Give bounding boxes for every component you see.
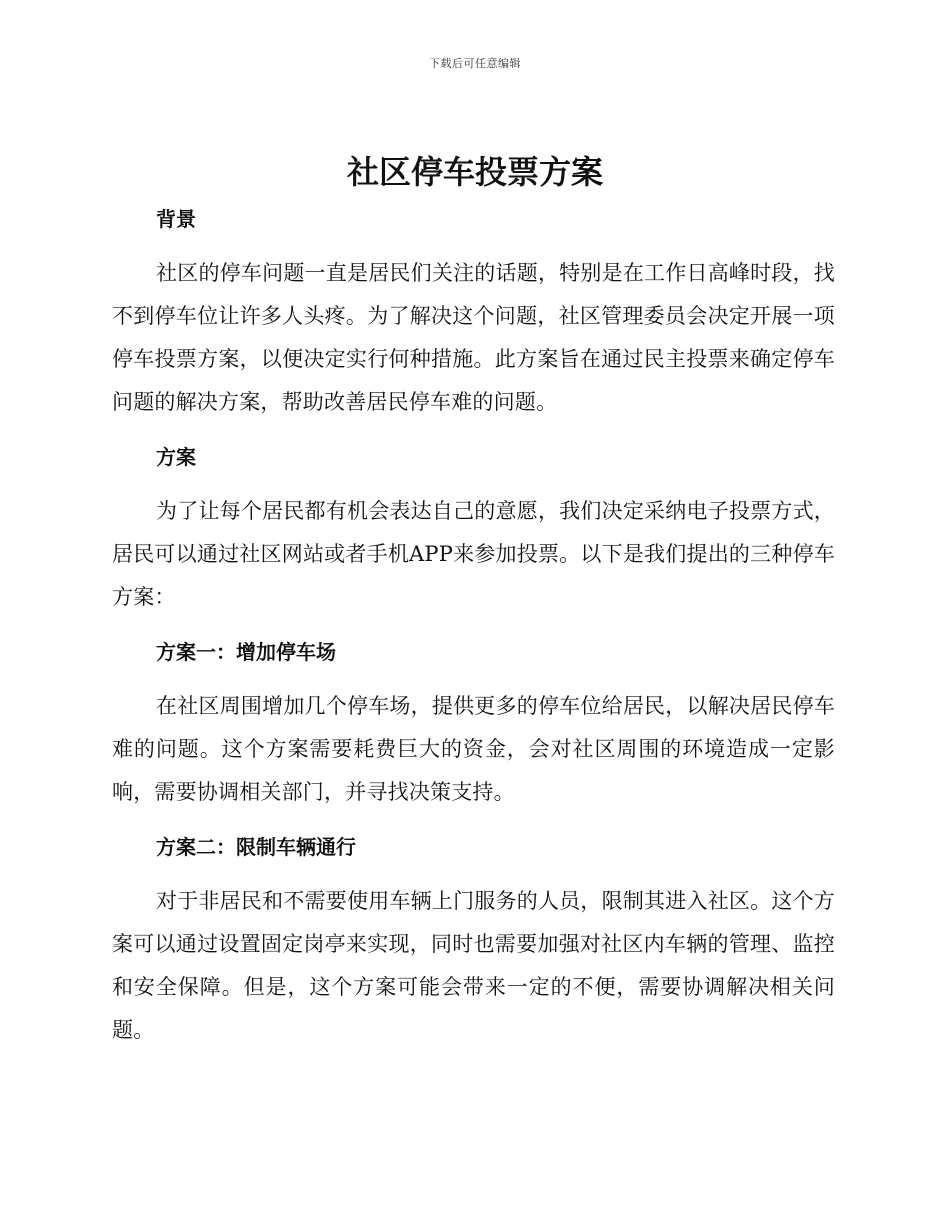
header-note: 下载后可任意编辑 <box>429 57 521 70</box>
section-heading: 背景 <box>156 207 196 231</box>
section-paragraph: 社区的停车问题一直是居民们关注的话题，特别是在工作日高峰时段，找不到停车位让许多人头疼。为了解决这个问题，社区管理委员会决定开展一项停车投票方案，以便决定实行何种措施。此方案旨在通过民主投票来确定停车问题的解决方案，帮助改善居民停车难的问题。 <box>112 261 835 414</box>
section-paragraph: 对于非居民和不需要使用车辆上门服务的人员，限制其进入社区。这个方案可以通过设置固定岗亭来实现，同时也需要加强对社区内车辆的管理、监控和安全保障。但是，这个方案可能会带来一定的不便，需要协调解决相关问题。 <box>112 889 835 1042</box>
section-background <box>112 204 835 424</box>
section-heading: 方案二：限制车辆通行 <box>156 835 356 859</box>
section-heading: 方案一：增加停车场 <box>156 640 336 664</box>
section-option-1 <box>112 637 835 814</box>
section-heading: 方案 <box>156 445 196 469</box>
section-plan <box>112 442 835 619</box>
section-paragraph: 为了让每个居民都有机会表达自己的意愿，我们决定采纳电子投票方式，居民可以通过社区网站或者手机APP来参加投票。以下是我们提出的三种停车方案： <box>112 499 835 609</box>
section-option-2 <box>112 832 835 1052</box>
section-paragraph: 在社区周围增加几个停车场，提供更多的停车位给居民，以解决居民停车难的问题。这个方案需要耗费巨大的资金，会对社区周围的环境造成一定影响，需要协调相关部门，并寻找决策支持。 <box>112 694 835 804</box>
document-body <box>112 196 835 1052</box>
page-title: 社区停车投票方案 <box>346 153 603 191</box>
